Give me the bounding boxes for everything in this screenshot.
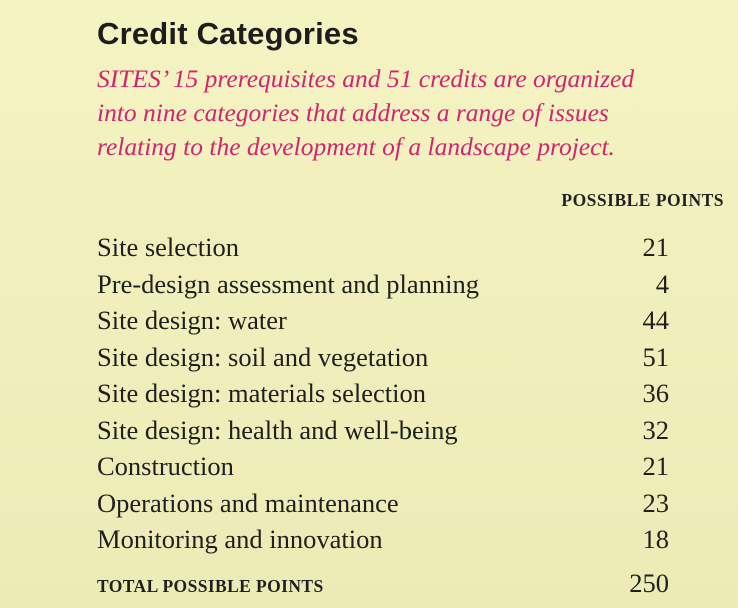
page-title: Credit Categories (97, 16, 359, 51)
table-row (97, 232, 669, 269)
category-name: Site selection (97, 232, 240, 262)
table-row (97, 451, 669, 488)
category-points: 44 (642, 305, 669, 335)
category-points: 36 (642, 378, 669, 408)
table-row (97, 524, 669, 561)
intro-line: relating to the development of a landscape project. (97, 132, 615, 161)
category-points: 51 (642, 341, 669, 372)
table-row (97, 378, 669, 415)
category-name: Construction (97, 451, 234, 481)
credit-categories-table (97, 232, 669, 561)
category-name: Pre-design assessment and planning (97, 268, 479, 299)
total-points: 250 (629, 568, 669, 598)
category-name: Site design: health and well-being (97, 414, 458, 445)
category-name: Site design: water (97, 305, 287, 335)
category-points: 21 (642, 232, 669, 262)
category-points: 23 (642, 487, 669, 518)
table-row (97, 488, 669, 525)
category-name: Site design: soil and vegetation (97, 341, 429, 372)
total-row (97, 568, 669, 599)
table-row (97, 415, 669, 452)
column-header-possible-points: POSSIBLE POINTS (561, 190, 724, 210)
intro-line: into nine categories that address a range of issues (97, 98, 609, 127)
category-name: Site design: materials selection (97, 378, 426, 408)
category-points: 18 (642, 524, 669, 554)
table-row (97, 305, 669, 342)
category-name: Monitoring and innovation (97, 524, 383, 554)
intro-paragraph (97, 62, 727, 164)
category-points: 4 (655, 268, 669, 299)
table-row (97, 269, 669, 306)
category-name: Operations and maintenance (97, 487, 399, 518)
category-points: 32 (642, 414, 669, 445)
category-points: 21 (642, 451, 669, 481)
table-row (97, 342, 669, 379)
intro-line: SITES’ 15 prerequisites and 51 credits are organized (97, 64, 635, 93)
total-label: TOTAL POSSIBLE POINTS (97, 576, 324, 596)
